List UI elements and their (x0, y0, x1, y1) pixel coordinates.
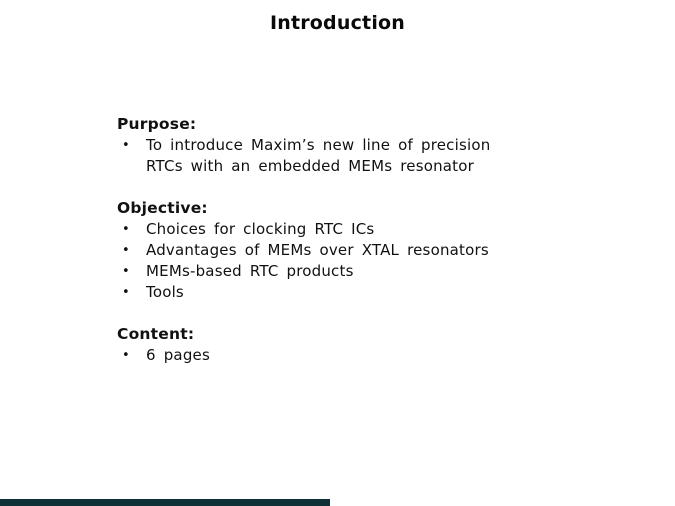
bullet-text: To introduce Maxim’s new line of precision RTCs with an embedded MEMs resonator (146, 136, 491, 175)
bullet-text: Tools (146, 283, 184, 301)
list-item (117, 135, 567, 177)
list-item (117, 282, 567, 303)
bullet-icon: • (122, 348, 130, 363)
bullet-text: MEMs-based RTC products (146, 262, 354, 280)
content-bullet-list (117, 345, 567, 366)
list-item (117, 261, 567, 282)
slide-body (117, 114, 567, 387)
objective-bullet-list (117, 219, 567, 303)
bullet-icon: • (122, 285, 130, 300)
slide-title: Introduction (269, 12, 406, 34)
list-item (117, 240, 567, 261)
bullet-icon: • (122, 243, 130, 258)
section-heading-content: Content: (117, 325, 195, 343)
section-heading-purpose: Purpose: (117, 115, 197, 133)
section-objective (117, 198, 567, 303)
section-content (117, 324, 567, 366)
progress-bar (0, 499, 330, 506)
bullet-text: Choices for clocking RTC ICs (146, 220, 375, 238)
bullet-icon: • (122, 222, 130, 237)
section-purpose (117, 114, 567, 177)
section-heading-objective: Objective: (117, 199, 208, 217)
purpose-bullet-list (117, 135, 567, 177)
bullet-text: Advantages of MEMs over XTAL resonators (146, 241, 489, 259)
bullet-icon: • (122, 138, 130, 153)
list-item (117, 345, 567, 366)
list-item (117, 219, 567, 240)
bullet-text: 6 pages (146, 346, 210, 364)
bullet-icon: • (122, 264, 130, 279)
